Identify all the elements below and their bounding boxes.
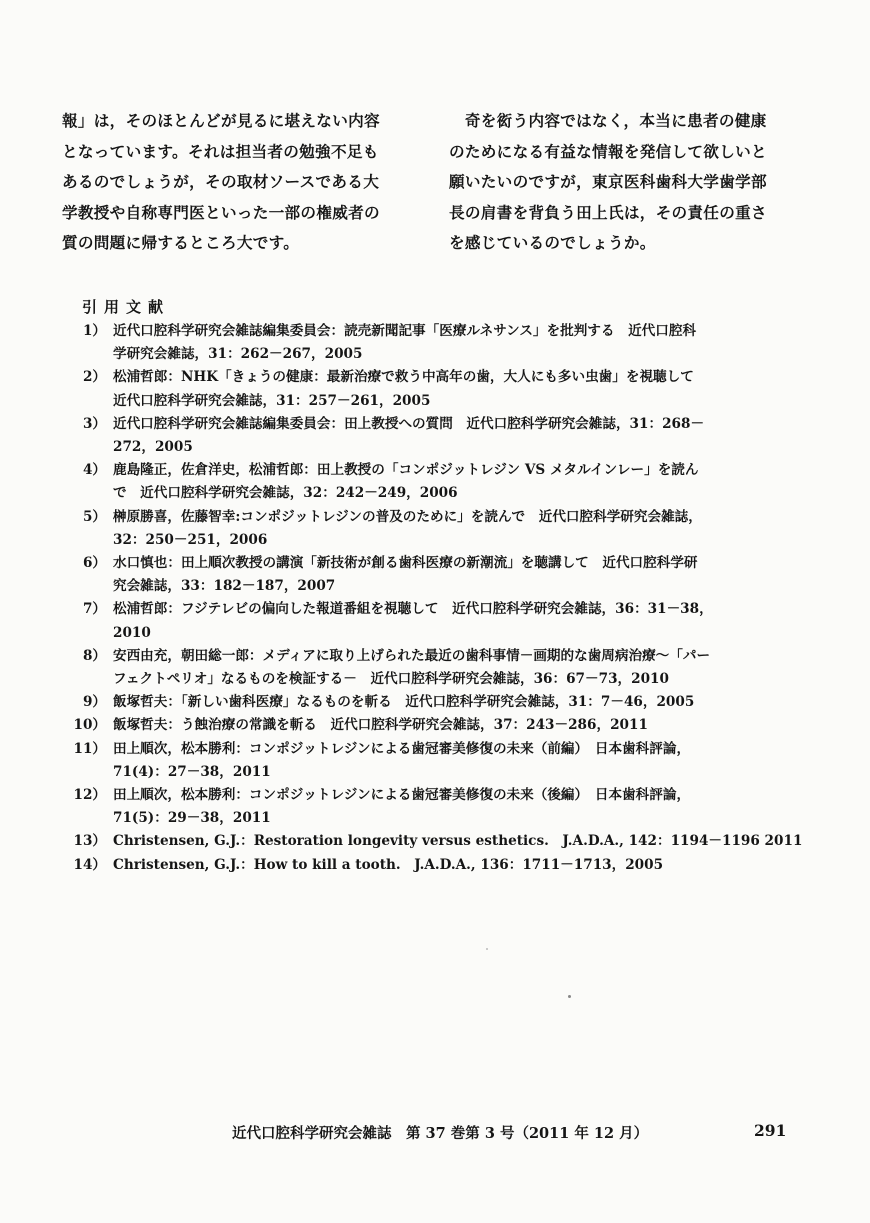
reference-text	[113, 413, 806, 459]
reference-line: 71(5)：29－38，2011	[113, 810, 271, 827]
reference-text	[113, 598, 806, 644]
reference-text	[113, 645, 806, 691]
reference-line: 安西由充，朝田総一郎：メディアに取り上げられた最近の歯科事情－画期的な歯周病治療～「パー	[113, 647, 711, 664]
reference-line: 松浦哲郎：フジテレビの偏向した報道番組を視聴して 近代口腔科学研究会雑誌，36：31－38，	[113, 601, 713, 618]
reference-text	[113, 854, 806, 877]
reference-item	[70, 413, 806, 459]
reference-item	[70, 830, 806, 853]
body-text-left-column	[62, 106, 418, 259]
reference-line: 272，2005	[113, 439, 193, 456]
reference-text	[113, 506, 806, 552]
reference-line: で 近代口腔科学研究会雑誌，32：242－249，2006	[113, 485, 458, 502]
reference-number: 10）	[73, 717, 106, 734]
scan-speck	[486, 948, 488, 950]
reference-line: 究会雑誌，33：182－187，2007	[113, 578, 336, 595]
reference-line: 32：250－251，2006	[113, 531, 268, 548]
reference-number: 7）	[82, 601, 106, 618]
body-text-line: 奇を衒う内容ではなく，本当に患者の健康	[449, 111, 767, 130]
reference-text	[113, 784, 806, 830]
reference-item	[70, 645, 806, 691]
reference-number: 4）	[82, 462, 106, 479]
reference-item	[70, 714, 806, 737]
reference-number: 3）	[82, 415, 106, 432]
reference-line: 飯塚哲夫：う蝕治療の常識を斬る 近代口腔科学研究会雑誌，37：243－286，2011	[113, 717, 648, 734]
reference-line: 2010	[113, 624, 151, 641]
body-text-line: あるのでしょうが，その取材ソースである大	[62, 172, 380, 192]
reference-item	[70, 366, 806, 412]
references-heading: 引用文献	[82, 298, 171, 316]
reference-text	[113, 830, 806, 853]
reference-line: 水口慎也：田上順次教授の講演「新技術が創る歯科医療の新潮流」を聴講して 近代口腔科学研	[113, 555, 698, 572]
reference-text	[113, 366, 806, 412]
reference-line: Christensen, G.J.：Restoration longevity versus esthetics. J.A.D.A., 142：1194－1196 2011	[113, 833, 803, 850]
reference-number: 12）	[73, 787, 106, 804]
body-text-line: を感じているのでしょうか。	[449, 233, 656, 253]
body-text-line: のためになる有益な情報を発信して欲しいと	[449, 141, 767, 161]
reference-line: 学研究会雑誌，31：262－267，2005	[113, 346, 363, 363]
body-text-line: 願いたいのですが，東京医科歯科大学歯学部	[449, 172, 767, 192]
reference-number: 1）	[82, 323, 106, 339]
reference-number: 5）	[82, 508, 106, 525]
reference-number: 6）	[82, 555, 106, 572]
reference-text	[113, 552, 806, 598]
reference-text	[113, 459, 806, 505]
page-number: 291	[754, 1121, 787, 1140]
reference-text	[113, 691, 806, 714]
reference-line: 飯塚哲夫：「新しい歯科医療」なるものを斬る 近代口腔科学研究会雑誌，31：7－46，2005	[113, 694, 695, 711]
reference-number: 9）	[82, 694, 106, 711]
reference-item	[70, 506, 806, 552]
reference-line: 榊原勝喜，佐藤智幸:コンポジットレジンの普及のために」を読んで 近代口腔科学研究会雑誌，	[113, 508, 702, 525]
reference-item	[70, 738, 806, 784]
reference-number: 13）	[73, 833, 106, 850]
reference-line: 71(4)：27－38，2011	[113, 763, 271, 780]
reference-line: 田上順次，松本勝利：コンポジットレジンによる歯冠審美修復の未来（後編） 日本歯科評論，	[113, 787, 691, 804]
scan-speck	[568, 995, 571, 998]
reference-item	[70, 320, 806, 366]
reference-item	[70, 459, 806, 505]
reference-item	[70, 598, 806, 644]
body-text-line: 学教授や自称専門医といった一部の権威者の	[62, 202, 380, 222]
footer-journal-info: 近代口腔科学研究会雑誌 第 37 巻第 3 号（2011 年 12 月）	[232, 1125, 649, 1142]
body-text-line: 質の問題に帰するところ大です。	[62, 233, 300, 253]
reference-item	[70, 691, 806, 714]
reference-line: 田上順次，松本勝利：コンポジットレジンによる歯冠審美修復の未来（前編） 日本歯科評論，	[113, 740, 691, 757]
reference-line: 近代口腔科学研究会雑誌編集委員会：読売新聞記事「医療ルネサンス」を批判する 近代口腔科	[113, 323, 697, 339]
reference-line: 鹿島隆正，佐倉洋史，松浦哲郎：田上教授の「コンポジットレジン VS メタルインレー」を読ん	[113, 462, 699, 479]
reference-text	[113, 738, 806, 784]
reference-number: 14）	[73, 856, 106, 873]
reference-number: 2）	[82, 369, 106, 386]
reference-item	[70, 552, 806, 598]
reference-line: Christensen, G.J.：How to kill a tooth. J.A.D.A., 136：1711－1713，2005	[113, 856, 664, 873]
reference-number: 11）	[73, 740, 106, 757]
reference-line: 近代口腔科学研究会雑誌，31：257－261，2005	[113, 392, 431, 409]
reference-number: 8）	[82, 647, 106, 664]
body-text-right-column	[449, 106, 805, 259]
reference-item	[70, 784, 806, 830]
reference-text	[113, 714, 806, 737]
body-text-line: 報」は，そのほとんどが見るに堪えない内容	[62, 111, 380, 130]
reference-line: フェクトペリオ」なるものを検証する－ 近代口腔科学研究会雑誌，36：67－73，2010	[113, 671, 669, 688]
reference-line: 近代口腔科学研究会雑誌編集委員会：田上教授への質問 近代口腔科学研究会雑誌，31：268－	[113, 415, 705, 432]
reference-text	[113, 320, 806, 366]
reference-line: 松浦哲郎：NHK「きょうの健康：最新治療で救う中高年の歯，大人にも多い虫歯」を視聴して	[113, 369, 694, 386]
body-text-line: となっています。それは担当者の勉強不足も	[62, 141, 379, 161]
reference-item	[70, 854, 806, 877]
references-list	[70, 320, 806, 877]
body-text-line: 長の肩書を背負う田上氏は，その責任の重さ	[449, 202, 767, 222]
